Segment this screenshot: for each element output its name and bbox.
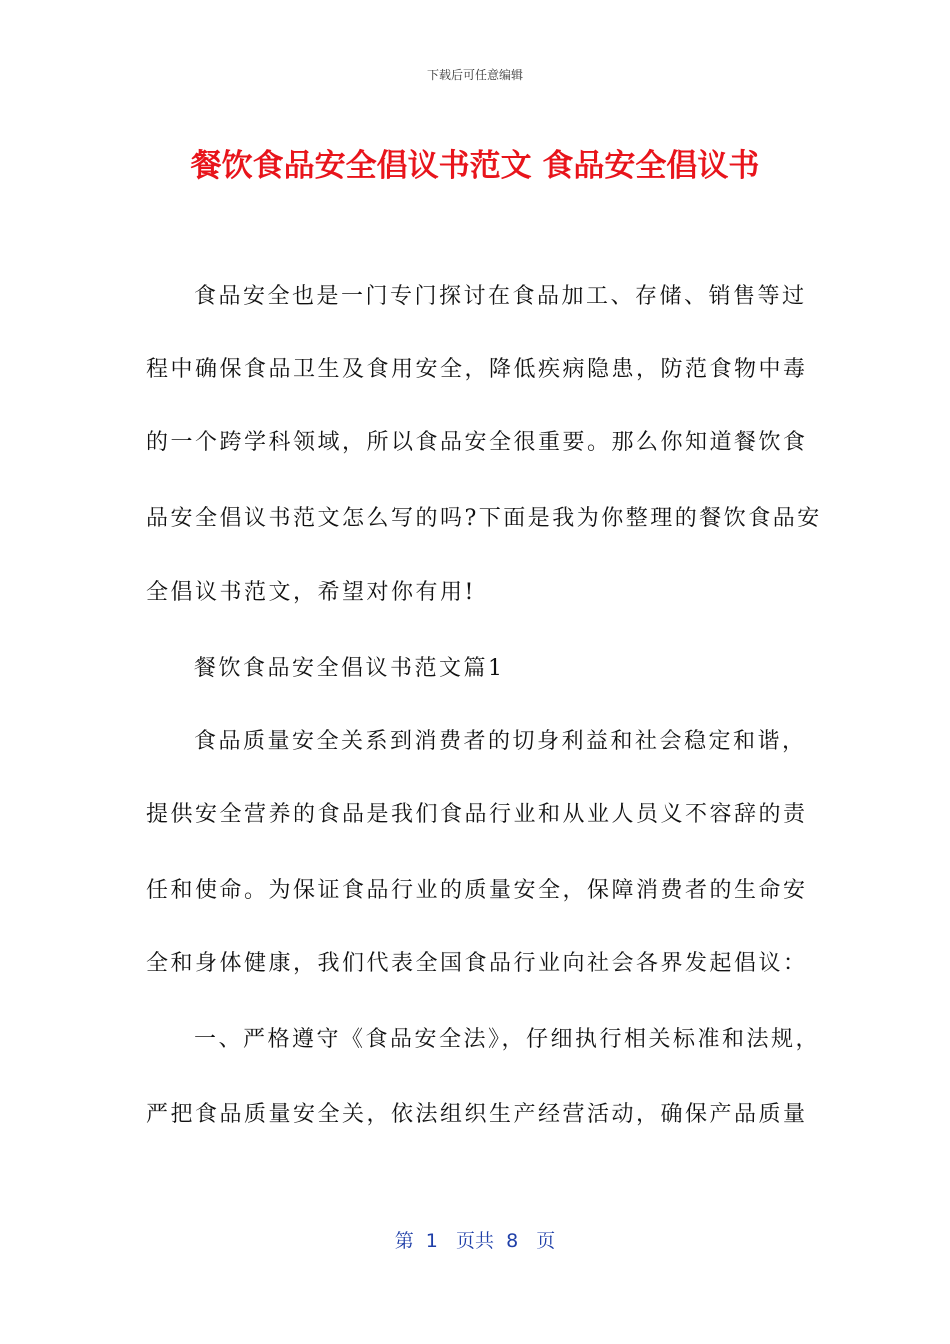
paragraph-line: 程中确保食品卫生及食用安全，降低疾病隐患，防范食物中毒 xyxy=(146,357,808,382)
paragraph-line: 全和身体健康，我们代表全国食品行业向社会各界发起倡议： xyxy=(146,951,808,976)
paragraph-line: 一、严格遵守《食品安全法》，仔细执行相关标准和法规， xyxy=(194,1027,821,1052)
paragraph-line: 的一个跨学科领域，所以食品安全很重要。那么你知道餐饮食 xyxy=(146,430,808,455)
paragraph-line: 食品质量安全关系到消费者的切身利益和社会稳定和谐， xyxy=(194,729,807,754)
paragraph-line: 任和使命。为保证食品行业的质量安全，保障消费者的生命安 xyxy=(146,878,808,903)
paragraph-line: 品安全倡议书范文怎么写的吗?下面是我为你整理的餐饮食品安 xyxy=(146,506,822,531)
paragraph-line: 严把食品质量安全关，依法组织生产经营活动，确保产品质量 xyxy=(146,1102,808,1127)
paragraph-line: 全倡议书范文，希望对你有用! xyxy=(146,580,476,605)
document-title: 餐饮食品安全倡议书范文 食品安全倡议书 xyxy=(190,148,760,184)
paragraph-line: 食品安全也是一门专门探讨在食品加工、存储、销售等过 xyxy=(194,284,807,309)
paragraph-line: 提供安全营养的食品是我们食品行业和从业人员义不容辞的责 xyxy=(146,802,808,827)
section-heading: 餐饮食品安全倡议书范文篇1 xyxy=(194,656,505,681)
header-note: 下载后可任意编辑 xyxy=(426,68,523,82)
page-number-footer: 第 1 页共 8 页 xyxy=(394,1230,556,1252)
